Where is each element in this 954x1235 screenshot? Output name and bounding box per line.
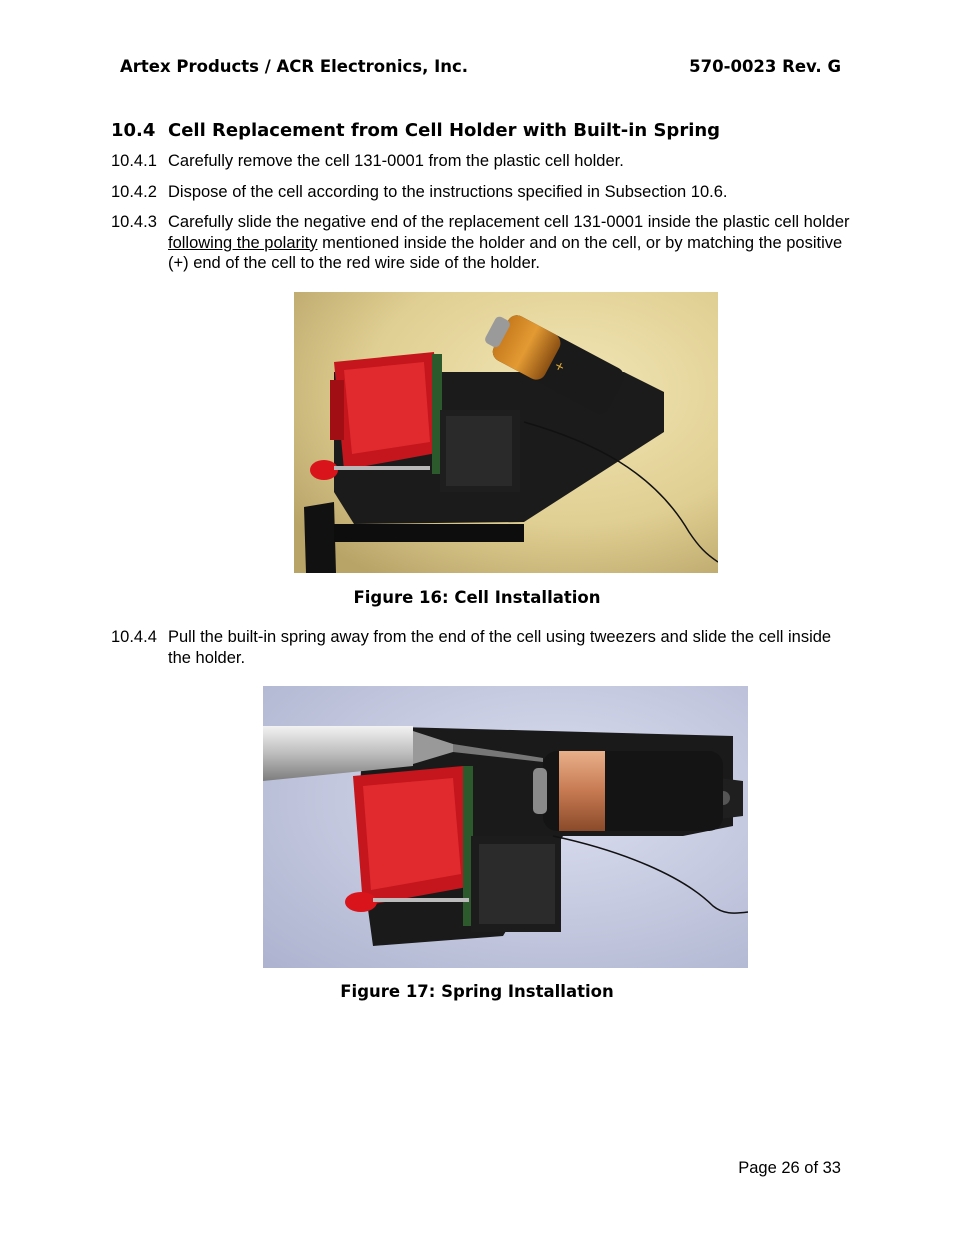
figure-16-caption: Figure 16: Cell Installation [353,588,601,607]
step-10-4-2 [111,182,851,203]
section-heading [111,120,720,141]
header-company: Artex Products / ACR Electronics, Inc. [120,57,469,76]
step-number: 10.4.1 [111,152,157,170]
page-number: Page 26 of 33 [738,1159,841,1177]
step-text [168,212,851,274]
figure-17-photo [263,686,748,968]
step-text: Pull the built-in spring away from the end of the cell using tweezers and slide the cell inside the holder. [168,628,832,667]
step-text: Carefully remove the cell 131-0001 from the plastic cell holder. [168,152,624,170]
step-number: 10.4.2 [111,183,157,201]
step-text: Dispose of the cell according to the instructions specified in Subsection 10.6. [168,183,728,201]
step-number: 10.4.3 [111,213,157,231]
step-text-before: Carefully slide the negative end of the replacement cell 131-0001 inside the plastic cell holder [168,213,850,231]
step-10-4-1 [111,151,851,172]
step-10-4-4 [111,627,851,668]
figure-16-photo [294,292,718,573]
svg-text:+: + [552,357,568,375]
header-doc-number: 570-0023 Rev. G [689,57,841,76]
step-text-after: mentioned inside the holder and on the cell, or by matching the positive (+) end of the cell to the red wire side of the holder. [168,233,843,272]
step-10-4-3 [111,212,851,274]
figure-17-caption: Figure 17: Spring Installation [340,982,614,1001]
step-number: 10.4.4 [111,628,157,646]
section-number: 10.4 [111,120,156,141]
polarity-link[interactable]: following the polarity [168,233,318,252]
section-title: Cell Replacement from Cell Holder with Built-in Spring [168,120,721,141]
